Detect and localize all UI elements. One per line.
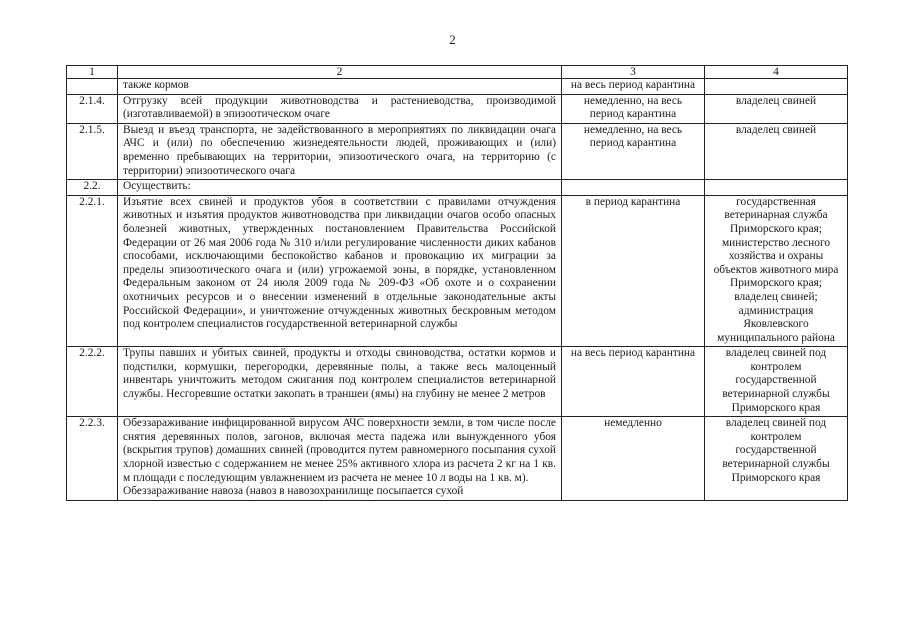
- row-measure-description: [118, 79, 562, 95]
- row-item-number: 2.2.2.: [67, 347, 118, 417]
- row-measure-description: [118, 347, 562, 417]
- column-number-2: 2: [118, 66, 562, 79]
- column-number-3: 3: [562, 66, 705, 79]
- table-row: [67, 417, 848, 501]
- row-deadline: в период карантина: [562, 195, 705, 347]
- description-paragraph: Трупы павших и убитых свиней, продукты и отходы свиноводства, остатки кормов и подстилки, кормушки, перегородки, деревянные полы, а также весь малоценный инвентарь уничтожить методом сжигания под контролем специалистов ветеринарной службы. Несгоревшие остатки закопать в траншеи (ямы) на глубину не менее 2 метров: [123, 347, 556, 401]
- row-responsible: государственная ветеринарная служба Приморского края; министерство лесного хозяйства и охраны объектов животного мира Приморского края; владелец свиней; администрация Яковлевского муниципального района: [705, 195, 848, 347]
- description-paragraph: Обеззараживание навоза (навоз в навозохранилище посыпается сухой: [123, 485, 464, 498]
- row-deadline: немедленно: [562, 417, 705, 501]
- description-paragraph: Осуществить:: [123, 180, 191, 193]
- table-row: [67, 123, 848, 179]
- table-row: [67, 347, 848, 417]
- row-item-number: 2.1.4.: [67, 94, 118, 123]
- table-row: [67, 94, 848, 123]
- description-paragraph: также кормов: [123, 79, 189, 91]
- row-item-number: [67, 79, 118, 95]
- column-number-4: 4: [705, 66, 848, 79]
- description-paragraph: Изъятие всех свиней и продуктов убоя в соответствии с правилами отчуждения животных и изъятия продуктов животноводства при ликвидации очагов особо опасных болезней животных, утвержденных постановлением Правительства Российской Федерации от 26 мая 2006 года № 310 и/или регулирование численности диких кабанов способами, исключающими беспокойство кабанов и провокацию их миграции за пределы эпизоотического очага и (или) угрожаемой зоны, в порядке, установленном Федеральным законом от 24 июля 2009 года № 209-ФЗ «Об охоте и о сохранении охотничьих ресурсов и о внесении изменений в отдельные законодательные акты Российской Федерации», и уничтожение отчужденных животных бескровным методом под контролем специалистов государственной ветеринарной службы: [123, 195, 556, 331]
- row-deadline: на весь период карантина: [562, 347, 705, 417]
- row-deadline: немедленно, на весь период карантина: [562, 123, 705, 179]
- row-deadline: немедленно, на весь период карантина: [562, 94, 705, 123]
- row-deadline: [562, 180, 705, 196]
- description-paragraph: Выезд и въезд транспорта, не задействованного в мероприятиях по ликвидации очага АЧС и (или) по обеспечению жизнедеятельности людей, проживающих и (или) временно пребывающих на территории, эпизоотического очага, на территорию (с территории) эпизоотического очага: [123, 123, 556, 177]
- row-measure-description: [118, 417, 562, 501]
- table-row: [67, 79, 848, 95]
- row-responsible: владелец свиней под контролем государственной ветеринарной службы Приморского края: [705, 417, 848, 501]
- row-responsible: [705, 180, 848, 196]
- row-measure-description: [118, 195, 562, 347]
- row-item-number: 2.2.3.: [67, 417, 118, 501]
- measures-table: [66, 65, 848, 501]
- row-deadline: на весь период карантина: [562, 79, 705, 95]
- row-measure-description: [118, 123, 562, 179]
- table-body: [67, 79, 848, 501]
- row-item-number: 2.1.5.: [67, 123, 118, 179]
- page-number: 2: [449, 32, 456, 47]
- row-measure-description: [118, 94, 562, 123]
- row-item-number: 2.2.: [67, 180, 118, 196]
- row-responsible: владелец свиней: [705, 94, 848, 123]
- row-responsible: [705, 79, 848, 95]
- table-row: [67, 180, 848, 196]
- row-item-number: 2.2.1.: [67, 195, 118, 347]
- description-paragraph: Отгрузку всей продукции животноводства и растениеводства, производимой (изготавливаемой) в эпизоотическом очаге: [123, 94, 556, 121]
- row-measure-description: [118, 180, 562, 196]
- description-paragraph: Обеззараживание инфицированной вирусом АЧС поверхности земли, в том числе после снятия деревянных полов, загонов, включая места падежа или вынужденного убоя (вскрытия трупов) домашних свиней (проводится путем равномерного посыпания сухой хлорной известью с содержанием не менее 25% активного хлора из расчета 2 кг на 1 кв. м площади с последующим увлажнением из расчета не менее 10 л воды на 1 кв. м).: [123, 417, 556, 484]
- row-responsible: владелец свиней под контролем государственной ветеринарной службы Приморского края: [705, 347, 848, 417]
- table-row: [67, 195, 848, 347]
- row-responsible: владелец свиней: [705, 123, 848, 179]
- table-header-row: [67, 66, 848, 79]
- column-number-1: 1: [67, 66, 118, 79]
